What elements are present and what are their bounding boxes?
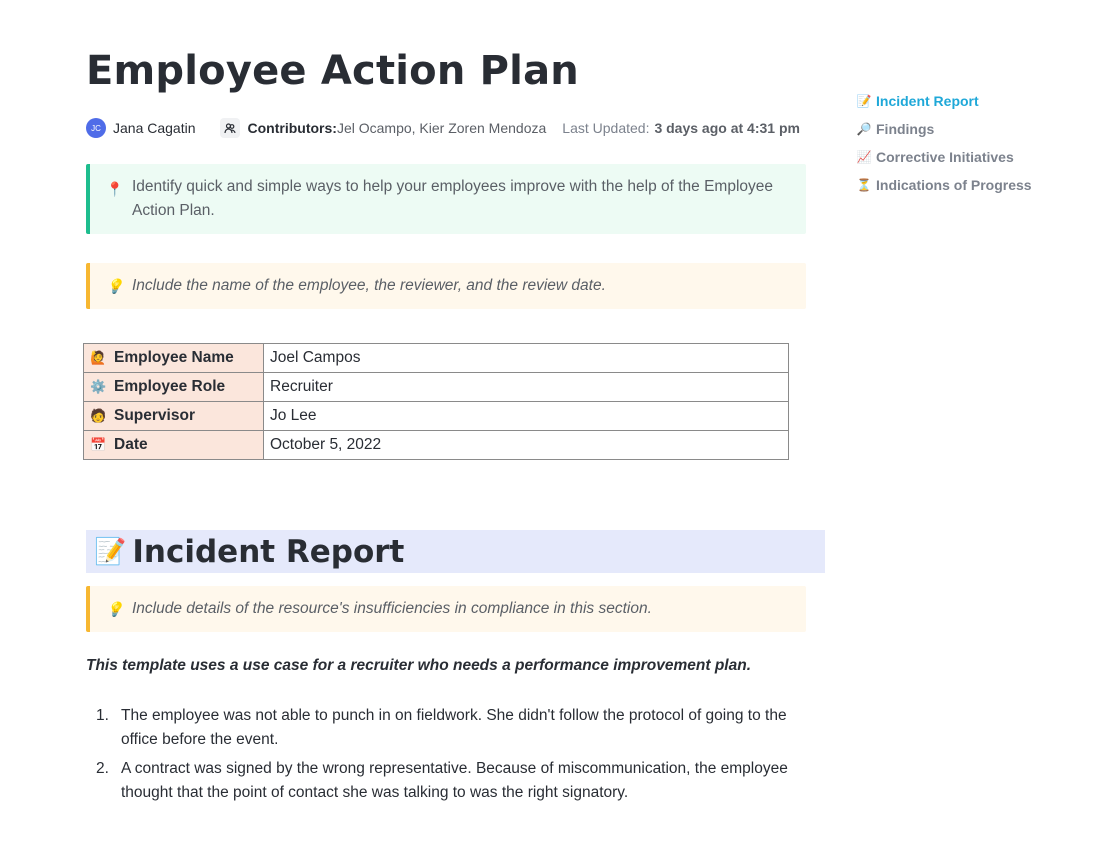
lightbulb-icon: 💡 — [106, 601, 124, 617]
last-updated-label: Last Updated: — [562, 120, 650, 136]
employee-info-table — [83, 343, 789, 460]
table-key-cell[interactable] — [84, 431, 264, 460]
memo-icon: 📝 — [856, 94, 872, 108]
gear-icon: ⚙️ — [90, 379, 107, 394]
page-title: Employee Action Plan — [86, 48, 579, 94]
list-item-number: 2. — [96, 760, 109, 777]
list-item-text: A contract was signed by the wrong representative. Because of miscommunication, the employee thought that the point of contact she was talking to was the right signatory. — [121, 760, 788, 801]
chart-increasing-icon: 📈 — [856, 150, 872, 164]
toc-item-label: Indications of Progress — [876, 177, 1032, 193]
table-key-label: Date — [114, 436, 148, 453]
table-value-cell[interactable]: October 5, 2022 — [264, 431, 789, 460]
page-meta — [86, 117, 800, 139]
table-value-cell[interactable]: Jo Lee — [264, 402, 789, 431]
toc-item-label: Incident Report — [876, 93, 979, 109]
toc-item-corrective-initiatives[interactable] — [856, 143, 1076, 171]
lightbulb-icon: 💡 — [106, 278, 124, 294]
list-item-text: The employee was not able to punch in on fieldwork. She didn't follow the protocol of going to the office before the event. — [121, 707, 787, 748]
incident-report-heading-text: Incident Report — [132, 533, 405, 570]
contributors-names[interactable]: Jel Ocampo, Kier Zoren Mendoza — [336, 120, 547, 136]
author-name[interactable]: Jana Cagatin — [113, 120, 196, 136]
table-row — [84, 373, 789, 402]
list-item — [86, 704, 806, 752]
table-row — [84, 431, 789, 460]
person-icon: 🧑 — [90, 408, 107, 423]
contributors-icon — [220, 118, 240, 138]
table-of-contents — [856, 87, 1076, 199]
employee-info-callout — [86, 263, 806, 309]
table-key-cell[interactable] — [84, 402, 264, 431]
toc-item-label: Findings — [876, 121, 935, 137]
avatar[interactable]: JC — [86, 118, 106, 138]
memo-icon: 📝 — [94, 536, 127, 566]
table-key-cell[interactable] — [84, 373, 264, 402]
table-key-label: Employee Name — [114, 349, 234, 366]
incident-callout-text: Include details of the resource's insufficiencies in compliance in this section. — [132, 600, 652, 617]
incident-report-heading — [86, 530, 825, 573]
toc-item-incident-report[interactable] — [856, 87, 1076, 115]
list-item-number: 1. — [96, 707, 109, 724]
pushpin-icon: 📍 — [106, 181, 124, 197]
table-key-cell[interactable] — [84, 344, 264, 373]
magnifier-icon: 🔎 — [856, 122, 872, 136]
last-updated-value: 3 days ago at 4:31 pm — [654, 120, 800, 136]
table-row — [84, 402, 789, 431]
list-item — [86, 757, 806, 805]
toc-item-findings[interactable] — [856, 115, 1076, 143]
incident-callout — [86, 586, 806, 632]
calendar-icon: 📅 — [90, 437, 107, 452]
table-key-label: Supervisor — [114, 407, 195, 424]
incident-note: This template uses a use case for a recruiter who needs a performance improvement plan. — [86, 657, 752, 674]
toc-item-indications-of-progress[interactable] — [856, 171, 1076, 199]
intro-callout — [86, 164, 806, 234]
toc-item-label: Corrective Initiatives — [876, 149, 1014, 165]
raising-hand-icon: 🙋 — [90, 350, 107, 365]
table-value-cell[interactable]: Joel Campos — [264, 344, 789, 373]
contributors-label: Contributors: — [247, 120, 337, 136]
table-key-label: Employee Role — [114, 378, 226, 395]
hourglass-icon: ⏳ — [856, 178, 872, 192]
incident-list — [86, 704, 806, 810]
employee-info-callout-text: Include the name of the employee, the reviewer, and the review date. — [132, 277, 606, 294]
intro-callout-text: Identify quick and simple ways to help your employees improve with the help of the Employee Action Plan. — [132, 178, 774, 219]
table-value-cell[interactable]: Recruiter — [264, 373, 789, 402]
table-row — [84, 344, 789, 373]
